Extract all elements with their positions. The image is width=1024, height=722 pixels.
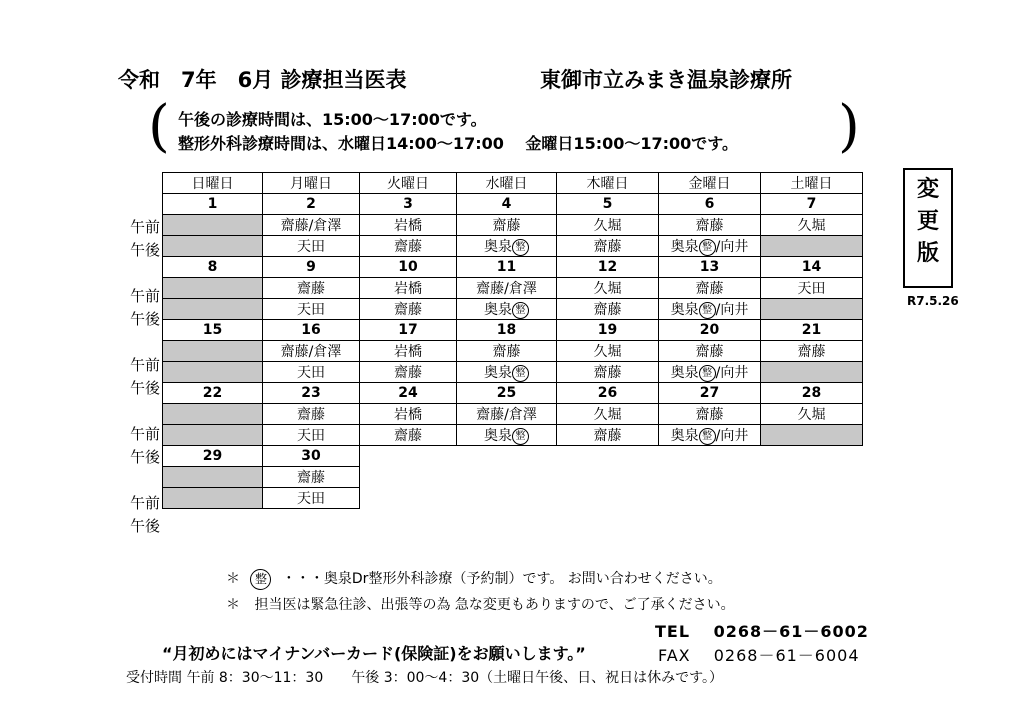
closed-cell (163, 467, 263, 488)
doctor-name: 岩橋 (394, 281, 422, 297)
am-label: 午前 (129, 494, 160, 512)
doctor-name: 齋藤/倉澤 (280, 344, 342, 360)
date-cell: 18 (457, 320, 557, 341)
doctor-name: 齋藤 (297, 470, 325, 486)
doctor-name: 齋藤 (695, 407, 724, 423)
am-doctor-cell (659, 404, 761, 425)
doctor-name: 久堀 (593, 344, 622, 360)
empty-cell (761, 467, 863, 488)
doctor-name: 天田 (297, 491, 325, 507)
pm-doctor-cell (457, 362, 557, 383)
doctor-name: 齋藤/倉澤 (280, 218, 342, 234)
closed-cell (163, 404, 263, 425)
note-2 (226, 594, 735, 614)
pm-doctor-cell (457, 236, 557, 257)
doctor-name: /向井 (715, 428, 749, 444)
am-doctor-cell (360, 341, 457, 362)
date-cell (761, 446, 863, 467)
date-cell: 12 (557, 257, 659, 278)
doctor-name: 齋藤 (492, 344, 521, 360)
pm-doctor-cell (557, 299, 659, 320)
closed-cell (163, 278, 263, 299)
seikei-mark-icon: 整 (699, 239, 716, 256)
am-doctor-cell (659, 278, 761, 299)
date-cell: 6 (659, 194, 761, 215)
pm-doctor-cell (263, 362, 360, 383)
pm-doctor-cell (659, 236, 761, 257)
weekday-header: 日曜日 (163, 173, 263, 194)
closed-cell (761, 299, 863, 320)
pm-doctor-cell (263, 425, 360, 446)
am-row (163, 467, 863, 488)
pm-doctor-cell (659, 299, 761, 320)
doctor-name: 齋藤 (695, 218, 724, 234)
date-cell: 22 (163, 383, 263, 404)
doctor-name: 奥泉 (670, 239, 699, 255)
date-cell: 3 (360, 194, 457, 215)
am-doctor-cell (360, 278, 457, 299)
am-doctor-cell (360, 404, 457, 425)
doctor-name: 天田 (297, 365, 325, 381)
pm-row (163, 236, 863, 257)
pm-label: 午後 (129, 517, 160, 535)
pm-doctor-cell (360, 425, 457, 446)
closed-cell (163, 362, 263, 383)
doctor-name: 齋藤 (394, 239, 422, 255)
empty-cell (761, 488, 863, 509)
note-2-text: 担当医は緊急往診、出張等の為 急な変更もありますので、ご了承ください。 (254, 597, 735, 613)
am-doctor-cell (761, 278, 863, 299)
doctor-name: 齋藤 (394, 428, 422, 444)
date-cell: 1 (163, 194, 263, 215)
pm-doctor-cell (263, 236, 360, 257)
doctor-name: 齋藤/倉澤 (476, 407, 537, 423)
clinic-name: 東御市立みまき温泉診療所 (540, 68, 792, 92)
date-cell: 26 (557, 383, 659, 404)
am-doctor-cell (457, 341, 557, 362)
doctor-name: 齋藤 (297, 407, 325, 423)
pm-doctor-cell (457, 299, 557, 320)
seikei-mark-icon: 整 (512, 365, 529, 382)
am-doctor-cell (263, 467, 360, 488)
doctor-name: 齋藤 (492, 218, 521, 234)
date-cell: 19 (557, 320, 659, 341)
date-cell: 23 (263, 383, 360, 404)
am-doctor-cell (557, 278, 659, 299)
pm-label: 午後 (129, 448, 160, 466)
doctor-name: 天田 (297, 428, 325, 444)
doctor-name: 齋藤 (797, 344, 826, 360)
pm-doctor-cell (263, 488, 360, 509)
doctor-name: 齋藤 (695, 344, 724, 360)
closed-cell (163, 236, 263, 257)
empty-cell (360, 467, 457, 488)
date-cell: 28 (761, 383, 863, 404)
doctor-name: /向井 (715, 302, 749, 318)
doctor-name: 齋藤 (593, 239, 622, 255)
doctor-name: /向井 (715, 239, 749, 255)
date-row (163, 257, 863, 278)
am-doctor-cell (761, 341, 863, 362)
schedule-table (162, 172, 863, 509)
right-bracket: ) (838, 94, 860, 159)
empty-cell (360, 488, 457, 509)
date-cell (557, 446, 659, 467)
doctor-name: 久堀 (797, 407, 826, 423)
afternoon-hours-info: 午後の診療時間は、15:00～17:00です。 (178, 110, 487, 129)
seikei-mark-icon: 整 (250, 569, 271, 590)
note-1-text: ・・・奥泉Dr整形外科診療（予約制）です。 お問い合わせください。 (281, 571, 722, 587)
doctor-name: 久堀 (593, 218, 622, 234)
date-cell: 5 (557, 194, 659, 215)
badge-char: 版 (916, 241, 939, 266)
date-cell (360, 446, 457, 467)
pm-label: 午後 (129, 241, 160, 259)
doctor-name: 奥泉 (484, 302, 512, 318)
page-title: 令和 7年 6月 診療担当医表 (118, 68, 407, 92)
am-doctor-cell (263, 404, 360, 425)
doctor-name: 齋藤 (593, 428, 622, 444)
empty-cell (557, 488, 659, 509)
am-label: 午前 (129, 425, 160, 443)
am-label: 午前 (129, 287, 160, 305)
doctor-name: 久堀 (593, 407, 622, 423)
doctor-name: 奥泉 (484, 428, 512, 444)
am-doctor-cell (761, 404, 863, 425)
empty-cell (659, 488, 761, 509)
closed-cell (163, 215, 263, 236)
am-doctor-cell (557, 215, 659, 236)
pm-label: 午後 (129, 379, 160, 397)
orthopedics-hours-info: 整形外科診療時間は、水曜日14:00～17:00 金曜日15:00～17:00です。 (178, 134, 739, 153)
closed-cell (761, 362, 863, 383)
am-row (163, 215, 863, 236)
am-doctor-cell (557, 404, 659, 425)
doctor-name: 天田 (297, 239, 325, 255)
am-doctor-cell (263, 215, 360, 236)
date-row (163, 383, 863, 404)
date-cell: 20 (659, 320, 761, 341)
am-row (163, 404, 863, 425)
date-cell: 25 (457, 383, 557, 404)
date-cell: 13 (659, 257, 761, 278)
doctor-name: 奥泉 (670, 365, 699, 381)
empty-cell (557, 467, 659, 488)
pm-doctor-cell (557, 425, 659, 446)
empty-cell (457, 488, 557, 509)
seikei-mark-icon: 整 (699, 365, 716, 382)
empty-cell (457, 467, 557, 488)
doctor-name: 齋藤 (593, 365, 622, 381)
date-cell: 15 (163, 320, 263, 341)
doctor-name: 齋藤 (394, 302, 422, 318)
date-cell: 24 (360, 383, 457, 404)
date-cell: 4 (457, 194, 557, 215)
doctor-name: 岩橋 (394, 218, 422, 234)
date-row (163, 194, 863, 215)
seikei-mark-icon: 整 (512, 239, 529, 256)
seikei-mark-icon: 整 (699, 302, 716, 319)
doctor-name: 齋藤 (593, 302, 622, 318)
telephone: TEL 0268－61－6002 (655, 622, 869, 641)
closed-cell (163, 425, 263, 446)
doctor-name: 岩橋 (394, 407, 422, 423)
doctor-name: 齋藤 (695, 281, 724, 297)
date-cell: 21 (761, 320, 863, 341)
am-row (163, 341, 863, 362)
doctor-name: 奥泉 (670, 428, 699, 444)
date-cell: 29 (163, 446, 263, 467)
doctor-name: 久堀 (593, 281, 622, 297)
weekday-header: 木曜日 (557, 173, 659, 194)
closed-cell (163, 299, 263, 320)
doctor-name: 齋藤/倉澤 (476, 281, 537, 297)
date-cell: 10 (360, 257, 457, 278)
doctor-name: 奥泉 (484, 239, 512, 255)
am-label: 午前 (129, 356, 160, 374)
doctor-name: 天田 (797, 281, 826, 297)
pm-label: 午後 (129, 310, 160, 328)
date-cell (457, 446, 557, 467)
weekday-header: 土曜日 (761, 173, 863, 194)
doctor-name: /向井 (715, 365, 749, 381)
doctor-name: 奥泉 (670, 302, 699, 318)
pm-row (163, 425, 863, 446)
date-cell: 27 (659, 383, 761, 404)
pm-doctor-cell (659, 425, 761, 446)
seikei-mark-icon: 整 (512, 428, 529, 445)
pm-row (163, 299, 863, 320)
closed-cell (163, 341, 263, 362)
revision-date: R7.5.26 (907, 294, 959, 308)
doctor-name: 齋藤 (297, 281, 325, 297)
date-cell: 9 (263, 257, 360, 278)
date-cell (659, 446, 761, 467)
am-doctor-cell (360, 215, 457, 236)
empty-cell (659, 467, 761, 488)
weekday-header: 金曜日 (659, 173, 761, 194)
doctor-name: 久堀 (797, 218, 826, 234)
am-label: 午前 (129, 218, 160, 236)
weekday-header: 火曜日 (360, 173, 457, 194)
date-cell: 30 (263, 446, 360, 467)
weekday-header-row (163, 173, 863, 194)
am-doctor-cell (457, 404, 557, 425)
seikei-mark-icon: 整 (512, 302, 529, 319)
am-doctor-cell (557, 341, 659, 362)
reception-hours: 受付時間 午前 8：30～11：30 午後 3：00～4：30（土曜日午後、日、祝日は休みです。） (126, 670, 724, 686)
am-row (163, 278, 863, 299)
am-doctor-cell (457, 215, 557, 236)
doctor-name: 齋藤 (394, 365, 422, 381)
left-bracket: ( (148, 94, 170, 159)
pm-doctor-cell (263, 299, 360, 320)
seikei-mark-icon: 整 (699, 428, 716, 445)
note-1 (226, 568, 722, 590)
weekday-header: 月曜日 (263, 173, 360, 194)
pm-doctor-cell (360, 362, 457, 383)
pm-doctor-cell (360, 236, 457, 257)
pm-doctor-cell (557, 362, 659, 383)
weekday-header: 水曜日 (457, 173, 557, 194)
pm-doctor-cell (360, 299, 457, 320)
doctor-name: 奥泉 (484, 365, 512, 381)
date-cell: 2 (263, 194, 360, 215)
date-cell: 14 (761, 257, 863, 278)
date-cell: 17 (360, 320, 457, 341)
badge-char: 更 (916, 209, 939, 234)
card-notice: “月初めにはマイナンバーカード(保険証)をお願いします。” (162, 644, 586, 663)
am-doctor-cell (263, 278, 360, 299)
am-doctor-cell (457, 278, 557, 299)
date-row (163, 320, 863, 341)
pm-row (163, 488, 863, 509)
badge-char: 変 (916, 177, 939, 202)
date-cell: 8 (163, 257, 263, 278)
closed-cell (761, 425, 863, 446)
pm-doctor-cell (457, 425, 557, 446)
date-row (163, 446, 863, 467)
asterisk: ＊ (226, 597, 240, 613)
pm-doctor-cell (557, 236, 659, 257)
date-cell: 11 (457, 257, 557, 278)
am-doctor-cell (263, 341, 360, 362)
closed-cell (163, 488, 263, 509)
closed-cell (761, 236, 863, 257)
pm-row (163, 362, 863, 383)
asterisk: ＊ (226, 571, 240, 587)
am-doctor-cell (761, 215, 863, 236)
fax: FAX 0268－61－6004 (658, 646, 860, 665)
am-doctor-cell (659, 341, 761, 362)
date-cell: 16 (263, 320, 360, 341)
date-cell: 7 (761, 194, 863, 215)
doctor-name: 天田 (297, 302, 325, 318)
am-doctor-cell (659, 215, 761, 236)
pm-doctor-cell (659, 362, 761, 383)
doctor-name: 岩橋 (394, 344, 422, 360)
revised-edition-badge (903, 168, 953, 288)
